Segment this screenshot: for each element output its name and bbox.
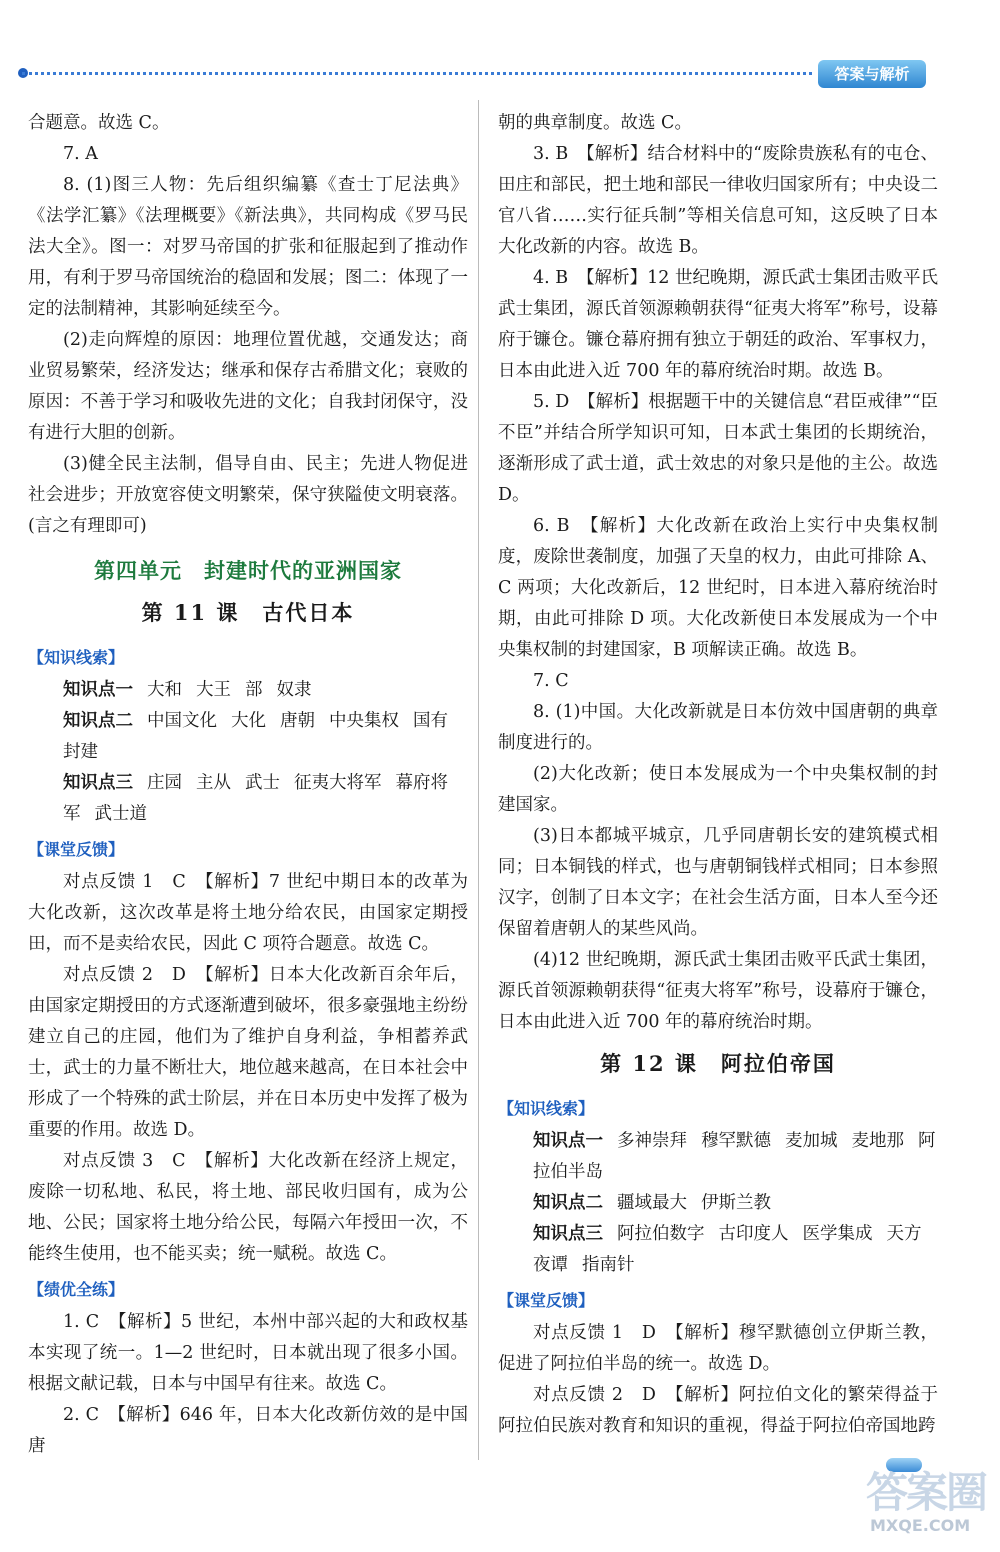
kp-values: 庄园 主从 武士 征夷大将军 幕府将军 武士道 (63, 773, 448, 824)
feedback-item: 对点反馈 1 C 【解析】7 世纪中期日本的改革为大化改新，这次改革是将土地分给农民，由国家定期授田，而不是卖给农民，因此 C 项符合题意。故选 C。 (28, 872, 468, 954)
kp-values: 多神崇拜 穆罕默德 麦加城 麦地那 阿拉伯半岛 (533, 1131, 936, 1182)
right-column (498, 108, 938, 1442)
kp-values: 中国文化 大化 唐朝 中央集权 国有封建 (63, 711, 448, 762)
feedback-item: 对点反馈 1 D 【解析】穆罕默德创立伊斯兰教，促进了阿拉伯半岛的统一。故选 D。 (498, 1323, 938, 1374)
kp-label: 知识点一 (63, 680, 133, 700)
watermark-logo (866, 1460, 990, 1540)
kp-label: 知识点三 (63, 773, 133, 793)
kp-label: 知识点二 (533, 1193, 603, 1213)
kp-values: 阿拉伯数字 古印度人 医学集成 天方夜谭 指南针 (533, 1224, 922, 1275)
feedback-item: 对点反馈 2 D 【解析】阿拉伯文化的繁荣得益于阿拉伯民族对教育和知识的重视，得益于阿拉伯帝国地跨 (498, 1385, 938, 1436)
knowledge-point (28, 706, 468, 768)
kp-values: 疆域最大 伊斯兰教 (617, 1193, 771, 1213)
answer-item: 2. C 【解析】646 年，日本大化改新仿效的是中国唐 (28, 1405, 468, 1456)
knowledge-point (28, 675, 468, 706)
watermark-text: 答案圈 (866, 1468, 987, 1517)
answer-item: 7. C (533, 671, 569, 691)
left-column (28, 108, 468, 1462)
kp-label: 知识点三 (533, 1224, 603, 1244)
knowledge-point (28, 768, 468, 830)
header-tag: 答案与解析 (818, 60, 926, 88)
answer-item: 4. B 【解析】12 世纪晚期，源氏武士集团击败平氏武士集团，源氏首领源赖朝获得“征夷大将军”称号，设幕府于镰仓。镰仓幕府拥有独立于朝廷的政治、军事权力，日本由此进入近 700 年的幕府统治时期。故选 B。 (498, 268, 938, 381)
answer-item: 8. (1)图三人物：先后组织编纂《查士丁尼法典》《法学汇纂》《法理概要》《新法典》，共同构成《罗马民法大全》。图一：对罗马帝国的扩张和征服起到了推动作用，有利于罗马帝国统治的稳固和发展；图二：体现了一定的法制精神，其影响延续至今。 (28, 175, 468, 319)
knowledge-point (498, 1219, 938, 1281)
section-heading: 【课堂反馈】 (498, 1291, 595, 1310)
unit-title: 第四单元 封建时代的亚洲国家 (94, 559, 402, 583)
lesson-title: 第 12 课 阿拉伯帝国 (600, 1051, 836, 1076)
answer-item: 1. C 【解析】5 世纪，本州中部兴起的大和政权基本实现了统一。1—2 世纪时，日本就出现了很多小国。根据文献记载，日本与中国早有往来。故选 C。 (28, 1312, 468, 1394)
watermark-url: MXQE.COM (870, 1516, 971, 1535)
section-heading: 【知识线索】 (498, 1099, 595, 1118)
section-heading: 【绩优全练】 (28, 1280, 125, 1299)
answer-item: 5. D 【解析】根据题干中的关键信息“君臣戒律”“臣不臣”并结合所学知识可知，日本武士集团的长期统治，逐渐形成了武士道，武士效忠的对象只是他的主公。故选 D。 (498, 392, 938, 505)
paragraph: 朝的典章制度。故选 C。 (498, 113, 692, 133)
answer-item: (2)走向辉煌的原因：地理位置优越，交通发达；商业贸易繁荣，经济发达；继承和保存古希腊文化；衰败的原因：不善于学习和吸收先进的文化；自我封闭保守，没有进行大胆的创新。 (28, 330, 468, 443)
header-dotted-line (22, 72, 812, 75)
kp-label: 知识点一 (533, 1131, 603, 1151)
kp-values: 大和 大王 部 奴隶 (147, 680, 312, 700)
knowledge-point (498, 1188, 938, 1219)
section-heading: 【课堂反馈】 (28, 840, 125, 859)
kp-label: 知识点二 (63, 711, 133, 731)
paragraph: 合题意。故选 C。 (28, 113, 170, 133)
answer-item: 6. B 【解析】大化改新在政治上实行中央集权制度，废除世袭制度，加强了天皇的权力，由此可排除 A、C 两项；大化改新后，12 世纪时，日本进入幕府统治时期，由此可排除 D 项。大化改新使日本发展成为一个中央集权制的封建国家，B 项解读正确。故选 B。 (498, 516, 938, 660)
section-heading: 【知识线索】 (28, 648, 125, 667)
answer-item: 7. A (63, 144, 98, 164)
answer-item: (4)12 世纪晚期，源氏武士集团击败平氏武士集团，源氏首领源赖朝获得“征夷大将军”称号，设幕府于镰仓，日本由此进入近 700 年的幕府统治时期。 (498, 950, 938, 1032)
answer-item: (2)大化改新；使日本发展成为一个中央集权制的封建国家。 (498, 764, 938, 815)
lesson-title: 第 11 课 古代日本 (141, 600, 355, 625)
answer-item: (3)日本都城平城京，几乎同唐朝长安的建筑模式相同；日本铜钱的样式，也与唐朝铜钱样式相同；日本参照汉字，创制了日本文字；在社会生活方面，日本人至今还保留着唐朝人的某些风尚。 (498, 826, 938, 939)
answer-item: (3)健全民主法制，倡导自由、民主；先进人物促进社会进步；开放宽容使文明繁荣，保守狭隘使文明衰落。(言之有理即可) (28, 454, 468, 536)
feedback-item: 对点反馈 2 D 【解析】日本大化改新百余年后，由国家定期授田的方式逐渐遭到破坏，很多豪强地主纷纷建立自己的庄园，他们为了维护自身利益，争相蓄养武士，武士的力量不断壮大，地位越来越高，在日本社会中形成了一个特殊的武士阶层，并在日本历史中发挥了极为重要的作用。故选 D。 (28, 965, 468, 1140)
feedback-item: 对点反馈 3 C 【解析】大化改新在经济上规定，废除一切私地、私民，将土地、部民收归国有，成为公地、公民；国家将土地分给公民，每隔六年授田一次，不能终生使用，也不能买卖；统一赋税。故选 C。 (28, 1151, 468, 1264)
knowledge-point (498, 1126, 938, 1188)
answer-item: 8. (1)中国。大化改新就是日本仿效中国唐朝的典章制度进行的。 (498, 702, 938, 753)
column-divider (478, 100, 479, 1460)
answer-item: 3. B 【解析】结合材料中的“废除贵族私有的屯仓、田庄和部民，把土地和部民一律收归国家所有；中央设二官八省……实行征兵制”等相关信息可知，这反映了日本大化改新的内容。故选 B。 (498, 144, 938, 257)
